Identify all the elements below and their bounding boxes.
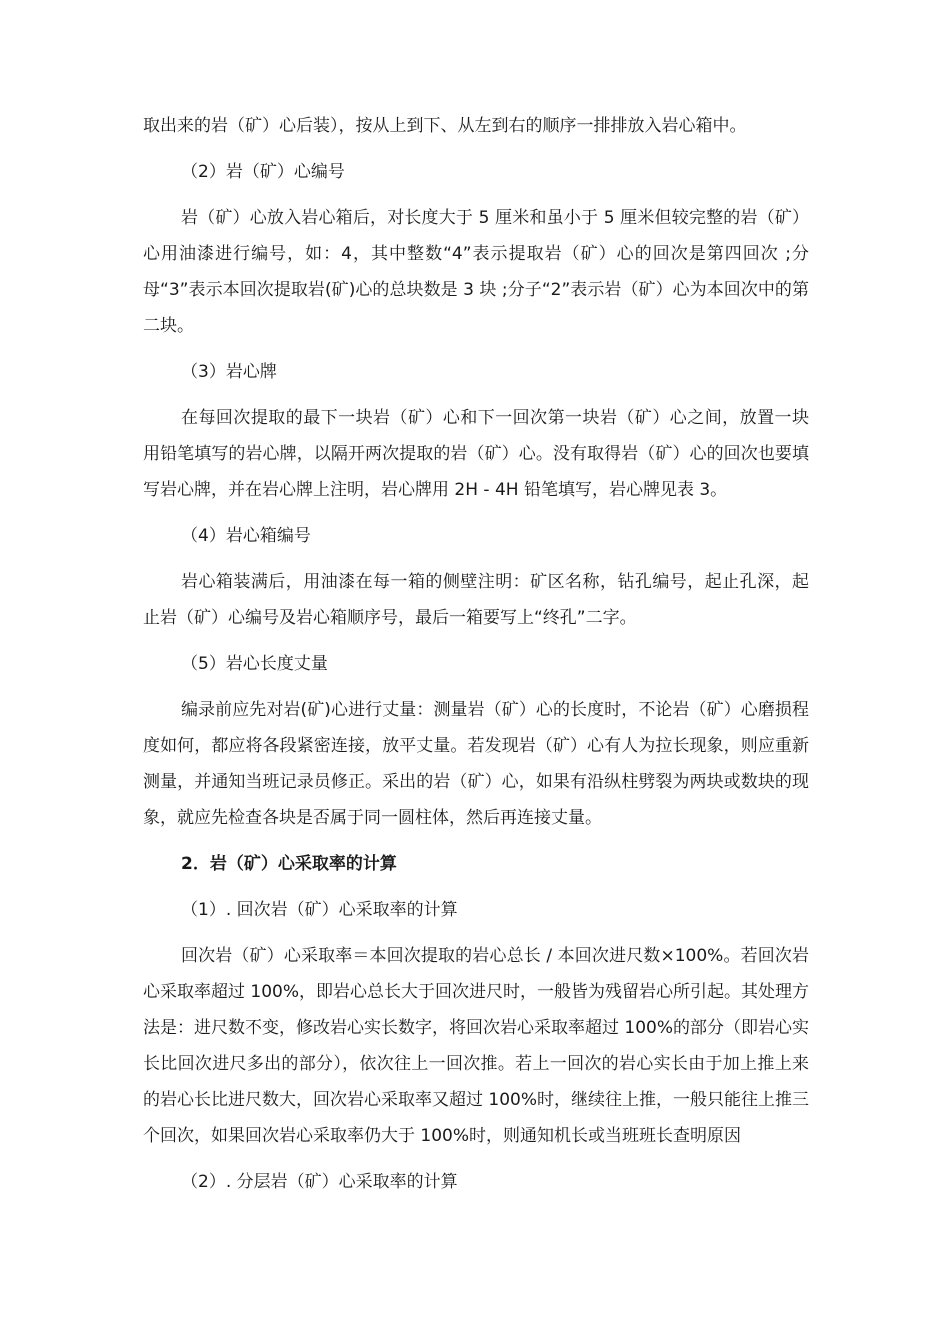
subheading-layer-recovery: （2）. 分层岩（矿）心采取率的计算 — [181, 1172, 458, 1192]
section-heading-recovery-rate: 2．岩（矿）心采取率的计算 — [181, 854, 397, 874]
paragraph-continuation: 取出来的岩（矿）心后装），按从上到下、从左到右的顺序一排排放入岩心箱中。 — [143, 116, 747, 136]
subheading-core-box: （4）岩心箱编号 — [181, 526, 311, 546]
document-page — [143, 108, 809, 1200]
spacer — [143, 682, 809, 692]
paragraph-run-recovery: 回次岩（矿）心采取率＝本回次提取的岩心总长 / 本回次进尺数×100%。若回次岩心采取率超过 100%，即岩心总长大于回次进尺时，一般皆为残留岩心所引起。其处理方法是：进尺数不变，修改岩心实长数字，将回次岩心采取率超过 100%的部分（即岩心实长比回次进尺多出的部分），依次往上一回次推。若上一回次的岩心实长由于加上推上来的岩心长比进尺数大，回次岩心采取率又超过 100%时，继续往上推，一般只能往上推三个回次，如果回次岩心采取率仍大于 100%时，则通知机长或当班班长查明原因 — [143, 946, 810, 1146]
spacer — [143, 1154, 809, 1164]
paragraph-core-length: 编录前应先对岩(矿)心进行丈量：测量岩（矿）心的长度时，不论岩（矿）心磨损程度如何，都应将各段紧密连接，放平丈量。若发现岩（矿）心有人为拉长现象，则应重新测量，并通知当班记录员修正。采出的岩（矿）心，如果有沿纵柱劈裂为两块或数块的现象，就应先检查各块是否属于同一圆柱体，然后再连接丈量。 — [143, 700, 809, 828]
spacer — [143, 344, 809, 354]
paragraph-core-card: 在每回次提取的最下一块岩（矿）心和下一回次第一块岩（矿）心之间，放置一块用铅笔填写的岩心牌，以隔开两次提取的岩（矿）心。没有取得岩（矿）心的回次也要填写岩心牌，并在岩心牌上注明，岩心牌用 2H - 4H 铅笔填写，岩心牌见表 3。 — [143, 408, 809, 500]
spacer — [143, 390, 809, 400]
spacer — [143, 882, 809, 892]
spacer — [143, 928, 809, 938]
subheading-core-length: （5）岩心长度丈量 — [181, 654, 328, 674]
spacer — [143, 190, 809, 200]
subheading-core-card: （3）岩心牌 — [181, 362, 277, 382]
subheading-run-recovery: （1）. 回次岩（矿）心采取率的计算 — [181, 900, 458, 920]
paragraph-core-box: 岩心箱装满后，用油漆在每一箱的侧壁注明：矿区名称，钻孔编号，起止孔深，起止岩（矿）心编号及岩心箱顺序号，最后一箱要写上“终孔”二字。 — [143, 572, 809, 628]
spacer — [143, 836, 809, 846]
spacer — [143, 636, 809, 646]
paragraph-core-numbering: 岩（矿）心放入岩心箱后，对长度大于 5 厘米和虽小于 5 厘米但较完整的岩（矿）心用油漆进行编号，如：4，其中整数“4”表示提取岩（矿）心的回次是第四回次 ;分母“3”表示本回次提取岩(矿)心的总块数是 3 块 ;分子“2”表示岩（矿）心为本回次中的第二块。 — [143, 208, 809, 336]
spacer — [143, 554, 809, 564]
subheading-core-numbering: （2）岩（矿）心编号 — [181, 162, 345, 182]
spacer — [143, 144, 809, 154]
spacer — [143, 508, 809, 518]
